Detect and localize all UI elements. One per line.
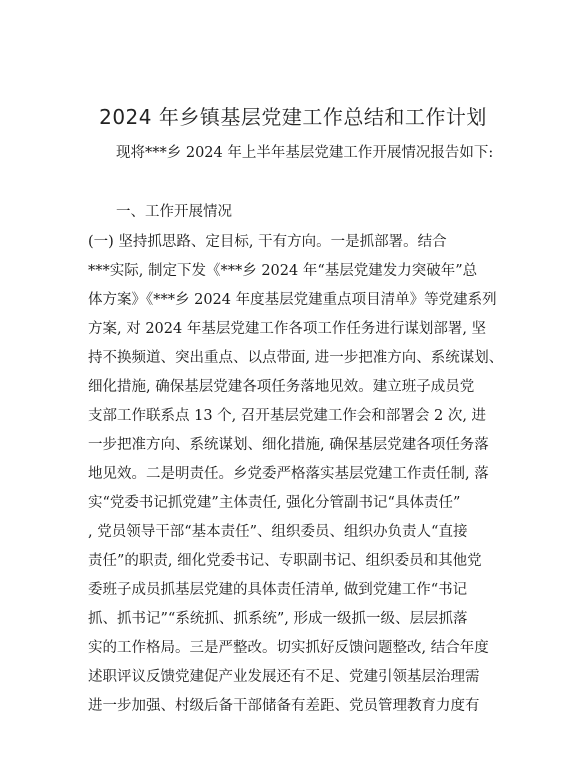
body-line: 方案, 对 2024 年基层党建工作各项工作任务进行谋划部署, 坚 <box>88 321 487 337</box>
body-line: 体方案》《***乡 2024 年度基层党建重点项目清单》等党建系列 <box>88 292 497 308</box>
body-line: 支部工作联系点 13 个, 召开基层党建工作会和部署会 2 次, 进 <box>88 408 487 424</box>
body-line: 实“党委书记抓党建”主体责任, 强化分管副书记“具体责任” <box>88 495 461 511</box>
body-line: 述职评议反馈党建促产业发展还有不足、党建引领基层治理需 <box>88 669 480 685</box>
body-line: 持不换频道、突出重点、以点带面, 进一步把准方向、系统谋划、 <box>88 350 504 366</box>
body-line: ***实际, 制定下发《***乡 2024 年“基层党建发力突破年”总 <box>88 263 478 279</box>
body-line: 进一步加强、村级后备干部储备有差距、党员管理教育力度有 <box>88 698 480 714</box>
body-line: 一步把准方向、系统谋划、细化措施, 确保基层党建各项任务落 <box>88 437 489 453</box>
body-line: 地见效。二是明责任。乡党委严格落实基层党建工作责任制, 落 <box>88 466 489 482</box>
section-heading: 一、工作开展情况 <box>116 204 232 220</box>
body-line: 实的工作格局。三是严整改。切实抓好反馈问题整改, 结合年度 <box>88 640 489 656</box>
body-line: , 党员领导干部“基本责任”、组织委员、组织办负责人“直接 <box>88 524 468 540</box>
body-line: 细化措施, 确保基层党建各项任务落地见效。建立班子成员党 <box>88 379 475 395</box>
intro-paragraph: 现将***乡 2024 年上半年基层党建工作开展情况报告如下: <box>116 145 494 161</box>
body-line: (一) 坚持抓思路、定目标, 干有方向。一是抓部署。结合 <box>88 234 447 250</box>
document-title: 2024 年乡镇基层党建工作总结和工作计划 <box>99 105 487 129</box>
body-line: 抓、抓书记”“系统抓、抓系统”, 形成一级抓一级、层层抓落 <box>88 611 468 627</box>
body-line: 委班子成员抓基层党建的具体责任清单, 做到党建工作“书记 <box>88 582 468 598</box>
body-line: 责任”的职责, 细化党委书记、专职副书记、组织委员和其他党 <box>88 553 482 569</box>
